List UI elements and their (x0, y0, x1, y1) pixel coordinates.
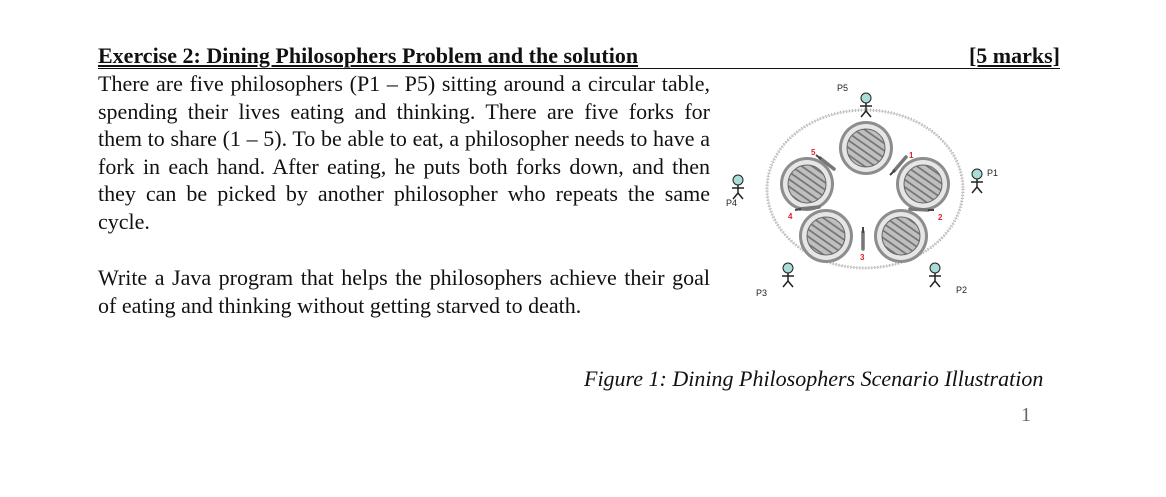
plate-bottom-right (874, 209, 928, 263)
exercise-marks: [5 marks] (968, 43, 1060, 68)
exercise-heading (98, 42, 1060, 69)
philosopher-label-p1: P1 (987, 168, 999, 178)
fork-label-3: 3 (860, 253, 865, 262)
plate-left (780, 157, 834, 211)
philosopher-label-p3: P3 (756, 288, 768, 298)
philosopher-p1 (971, 168, 998, 193)
plate-right (896, 157, 950, 211)
philosopher-label-p2: P2 (956, 285, 968, 295)
figure-caption: Figure 1: Dining Philosophers Scenario Illustration (584, 366, 1044, 391)
fork-label-5: 5 (811, 148, 816, 157)
fork-label-1: 1 (909, 151, 914, 160)
philosopher-p4 (726, 175, 744, 208)
dining-philosophers-figure (720, 76, 1020, 306)
philosopher-p3 (756, 263, 794, 298)
dining-table-illustration (720, 76, 1020, 306)
task-instruction: Write a Java program that helps the philosophers achieve their goal of eating and thinking without getting starved to death. (98, 265, 710, 318)
philosopher-label-p4: P4 (726, 198, 738, 208)
exercise-title: Exercise 2: Dining Philosophers Problem and the solution (98, 43, 639, 68)
philosopher-p2 (929, 263, 967, 295)
plate-bottom-left (799, 209, 853, 263)
philosopher-label-p5: P5 (837, 83, 849, 93)
problem-description: There are five philosophers (P1 – P5) sitting around a circular table, spending their lives eating and thinking. There are five forks for them to share (1 – 5). To be able to eat, a philosopher needs to have a fork in each hand. After eating, he puts both forks down, and then they can be picked by another philosopher who repeats the same cycle. (98, 71, 710, 234)
fork-label-4: 4 (788, 212, 793, 221)
page-number: 1 (1021, 404, 1031, 426)
plate-top (839, 121, 893, 175)
fork-label-2: 2 (938, 213, 943, 222)
